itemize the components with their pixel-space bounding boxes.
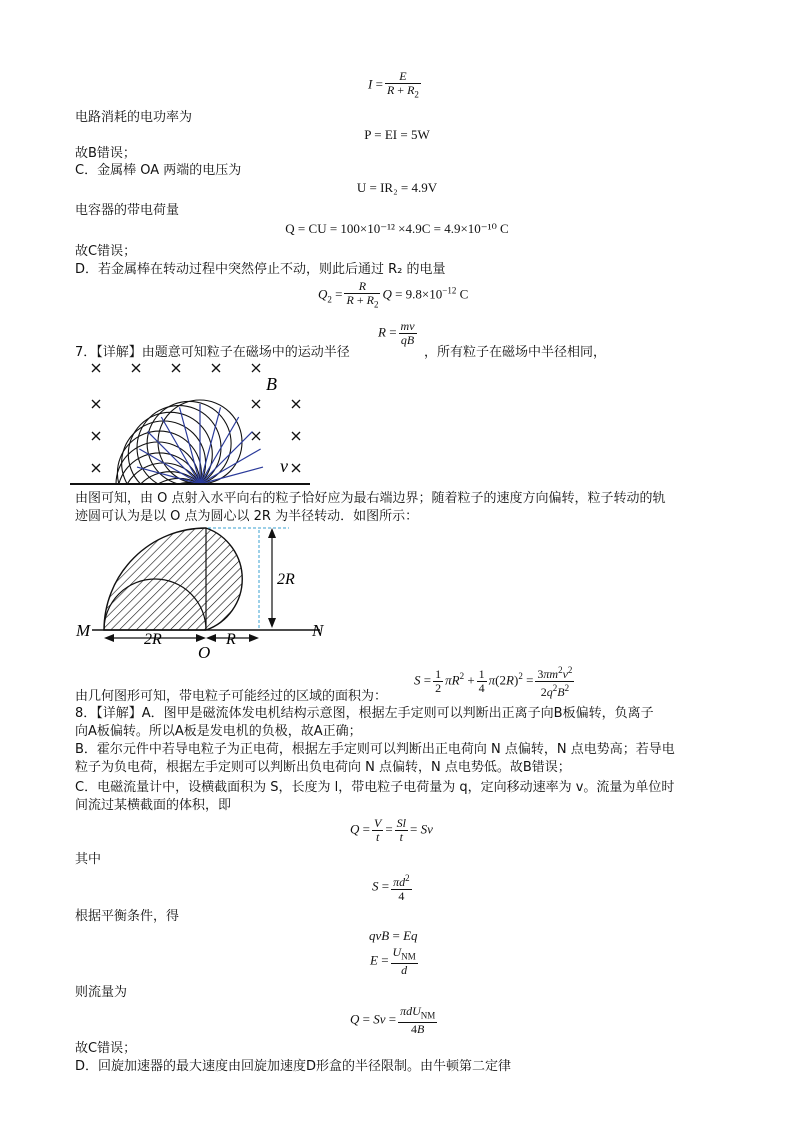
text-line: 迹圆可认为是以 O 点为圆心以 2R 为半径转动．如图所示： (75, 509, 419, 524)
equation-voltage: U = IR₂ = 4.9V (356, 180, 438, 195)
equation-charge-q2: $Q_2$ = $\frac{R}{R + R_2}$ $Q = 9.8\times 10^{-12}$ C (318, 279, 469, 310)
equation-flow: Q = $\frac{V}{t}$ = $\frac{Sl}{t}$ = Sv (350, 816, 433, 844)
text-line: 则流量为 (75, 985, 128, 1000)
text-line: 故C错误； (75, 1041, 137, 1056)
equation-cross-section: S = $\frac{\pi d^2}{4}$ (372, 873, 410, 903)
velocity-label-v: v (280, 456, 288, 476)
text-line: 故C错误； (75, 244, 137, 259)
text-line: 8．【详解】A．图甲是磁流体发电机结构示意图，根据左手定则可以判断出正离子向B板偏转，负离子 (75, 706, 654, 721)
equation-area-s: S = $\frac{1}{2}$ $\pi R^2$ + $\frac{1}{4}$ $\pi(2R)^2$ = $\frac{3\pi m^2v^2}{2q^2B^2}$ (414, 665, 573, 699)
equation-current: I = $\frac{E}{R + R_2}$ (368, 69, 419, 100)
equation-field: E = $\frac{U_{NM}}{d}$ (370, 945, 416, 978)
text-line: 向A板偏转。所以A板是发电机的负极，故A正确； (75, 724, 362, 739)
text-line: ，所有粒子在磁场中半径相同， (424, 345, 607, 360)
dim-label-r: R (226, 631, 236, 648)
text-line: 间流过某横截面的体积，即 (75, 798, 232, 813)
text-line: 根据平衡条件，得 (75, 909, 180, 924)
text-line: B．霍尔元件中若导电粒子为正电荷，根据左手定则可以判断出正电荷向 N 点偏转，N 点电势高；若导电 (75, 742, 675, 757)
text-line: 故B错误； (75, 146, 136, 161)
text-line: 由几何图形可知，带电粒子可能经过的区域的面积为： (75, 689, 388, 704)
region-figure (74, 522, 344, 662)
equation-radius: R = $\frac{mv}{qB}$ (378, 319, 415, 347)
text-line: C．电磁流量计中，设横截面积为 S，长度为 l，带电粒子电荷量为 q，定向移动速率为 v。流量为单位时 (75, 780, 675, 795)
text-line: 由图可知，由 O 点射入水平向右的粒子恰好应为最右端边界；随着粒子的速度方向偏转，粒子转动的轨 (75, 491, 666, 506)
field-label-b: B (266, 374, 277, 394)
text-line: 电路消耗的电功率为 (75, 110, 193, 125)
point-label-m: M (76, 621, 91, 640)
point-label-o: O (198, 643, 211, 662)
equation-flow-rate: Q = Sv = $\frac{\pi dU_{NM}}{4B}$ (350, 1004, 436, 1037)
equation-charge: Q = CU = 100×10⁻¹² ×4.9C = 4.9×10⁻¹⁰ C (285, 221, 509, 236)
dim-label-2r-vertical: 2R (277, 571, 295, 588)
equation-balance: qvB = Eq (369, 928, 418, 943)
text-line: 粒子为负电荷，根据左手定则可以判断出负电荷向 N 点偏转，N 点电势低。故B错误； (75, 760, 571, 775)
point-label-n: N (312, 621, 324, 640)
dim-label-2r-horizontal: 2R (144, 631, 162, 648)
text-line: 7．【详解】由题意可知粒子在磁场中的运动半径 (75, 345, 350, 360)
text-line: D．若金属棒在转动过程中突然停止不动，则此后通过 R₂ 的电量 (75, 262, 446, 277)
text-line: C．金属棒 OA 两端的电压为 (75, 163, 242, 178)
trajectory-figure (70, 358, 310, 488)
text-line: 电容器的带电荷量 (75, 203, 180, 218)
equation-power: P = EI = 5W (364, 127, 430, 142)
text-line: 其中 (75, 852, 102, 867)
text-line: D．回旋加速器的最大速度由回旋加速度D形盒的半径限制。由牛顿第二定律 (75, 1059, 512, 1074)
